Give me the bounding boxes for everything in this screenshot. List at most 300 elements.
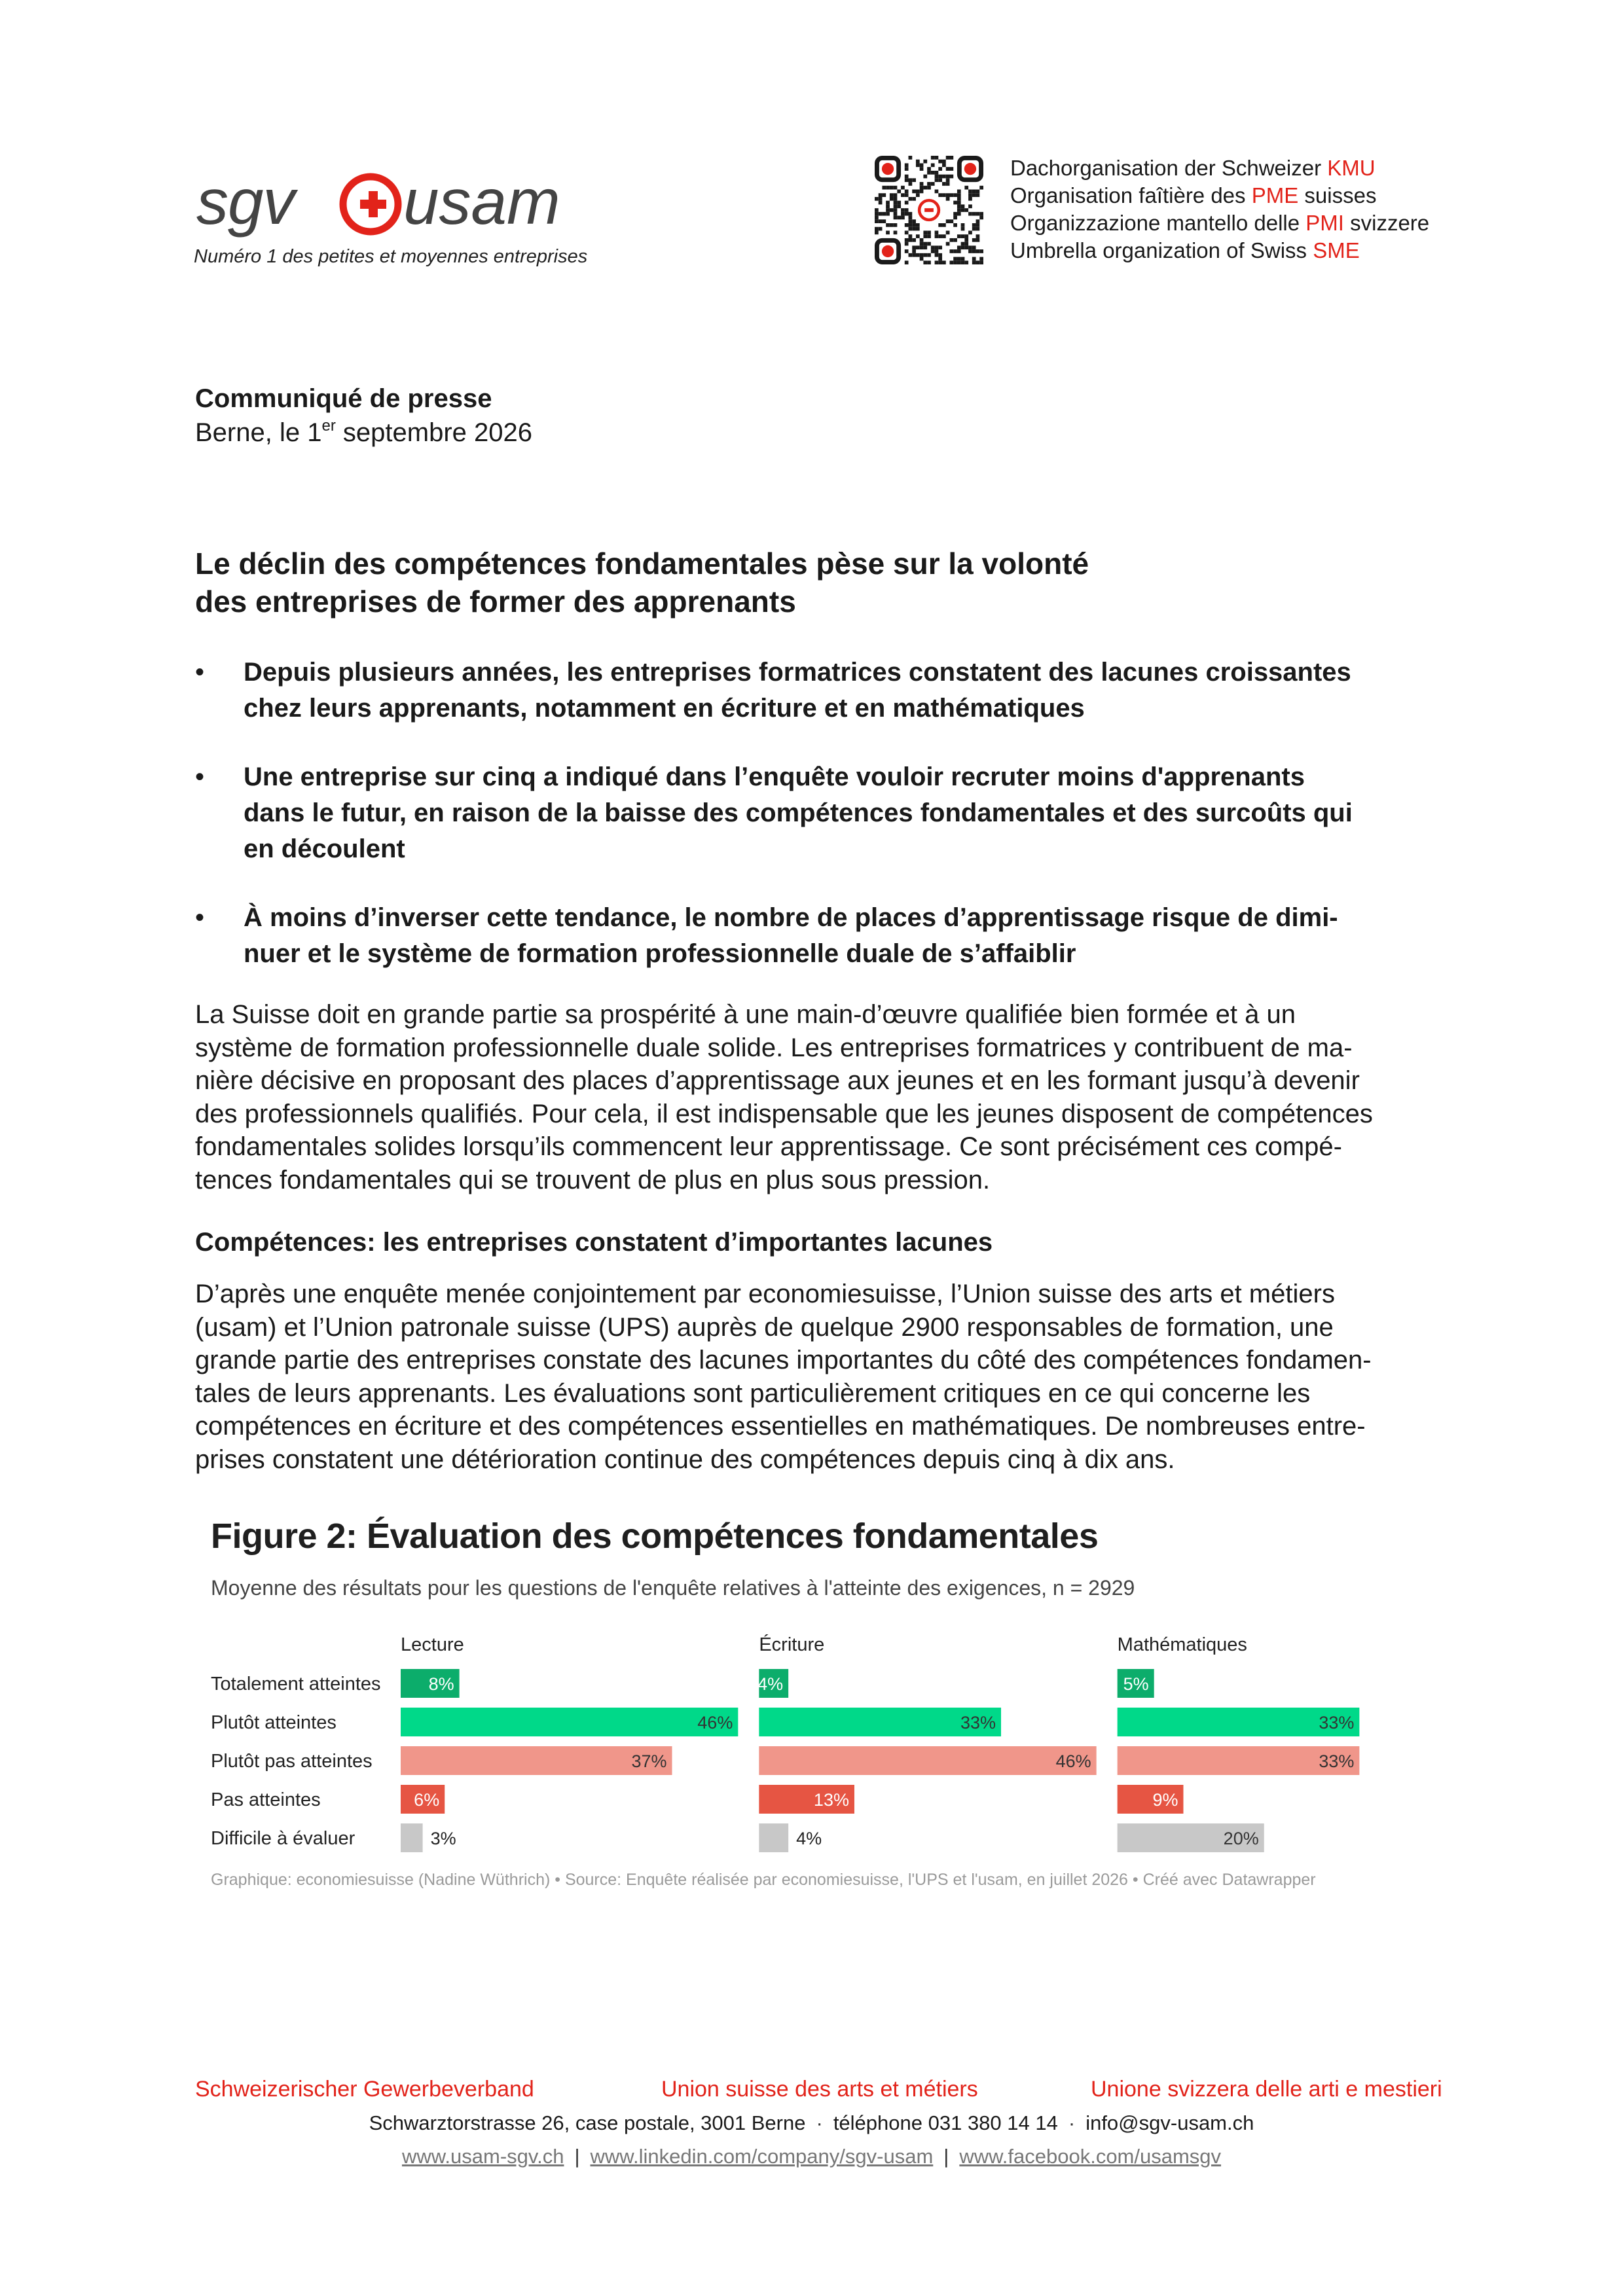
qr-module <box>916 193 920 197</box>
qr-module <box>886 230 890 234</box>
qr-module <box>931 245 935 249</box>
logo-text-usam: usam <box>403 169 560 238</box>
tagline: Numéro 1 des petites et moyennes entreprises <box>194 246 588 267</box>
organization-names <box>1010 154 1429 264</box>
qr-module <box>897 216 901 220</box>
qr-module <box>953 249 957 253</box>
qr-module <box>909 238 913 242</box>
qr-module <box>920 190 924 194</box>
qr-module <box>968 193 972 197</box>
footer-name-it: Unione svizzera delle arti e mestieri <box>1091 2077 1442 2102</box>
qr-module <box>894 216 898 220</box>
qr-module <box>912 223 916 227</box>
qr-module <box>961 208 965 212</box>
qr-module <box>923 230 927 234</box>
chart-subtitle: Moyenne des résultats pour les questions de l'enquête relatives à l'atteinte des exigences, n = 2929 <box>211 1576 1135 1600</box>
qr-module <box>957 234 961 238</box>
qr-module <box>935 178 939 182</box>
qr-module <box>949 193 953 197</box>
qr-module <box>972 227 976 231</box>
qr-module <box>909 182 913 186</box>
qr-module <box>916 190 920 194</box>
qr-module <box>935 156 939 160</box>
bullet-icon: • <box>195 658 205 687</box>
qr-module <box>979 186 983 190</box>
qr-module <box>935 249 939 253</box>
qr-module <box>946 156 950 160</box>
qr-module <box>938 167 942 171</box>
qr-module <box>920 167 924 171</box>
qr-module <box>979 257 983 261</box>
qr-module <box>923 175 927 179</box>
qr-module <box>905 201 909 205</box>
skills-chart <box>211 1617 1455 1852</box>
bar-value-label: 20% <box>1223 1829 1259 1848</box>
qr-module <box>905 230 909 234</box>
link-website[interactable]: www.usam-sgv.ch <box>401 2145 564 2168</box>
qr-module <box>927 167 931 171</box>
qr-module <box>875 230 879 234</box>
key-point: • Depuis plusieurs années, les entreprises formatrices constatent des lacunes croissantes chez leurs apprenants, notamment en écriture et en mathématiques <box>195 655 1439 726</box>
qr-module <box>957 193 961 197</box>
qr-module <box>953 260 957 264</box>
swiss-cross-logo-icon <box>343 177 398 232</box>
qr-module <box>938 257 942 261</box>
qr-module <box>961 227 965 231</box>
qr-module <box>909 178 913 182</box>
bullet-icon: • <box>195 903 205 932</box>
qr-module <box>968 212 972 216</box>
qr-module <box>875 208 879 212</box>
bar-value-label: 4% <box>796 1829 822 1848</box>
qr-module <box>968 197 972 201</box>
qr-module <box>979 216 983 220</box>
qr-module <box>905 167 909 171</box>
panel-title: Lecture <box>401 1634 464 1655</box>
qr-module <box>972 193 976 197</box>
qr-module <box>894 197 898 201</box>
qr-module <box>901 216 905 220</box>
qr-module <box>909 156 913 160</box>
qr-module <box>953 223 957 227</box>
qr-module <box>916 234 920 238</box>
qr-module <box>882 186 886 190</box>
qr-module <box>942 260 946 264</box>
qr-module <box>935 171 939 175</box>
qr-module <box>946 182 950 186</box>
qr-module <box>920 242 924 246</box>
bar-value-label: 33% <box>1319 1713 1355 1732</box>
bar-value-label: 33% <box>1319 1751 1355 1771</box>
qr-module <box>916 163 920 167</box>
qr-module <box>968 249 972 253</box>
qr-module <box>942 193 946 197</box>
qr-module <box>946 197 950 201</box>
qr-module <box>931 156 935 160</box>
qr-module <box>916 253 920 257</box>
qr-module <box>886 212 890 216</box>
qr-module <box>935 175 939 179</box>
qr-module <box>972 260 976 264</box>
qr-module <box>972 249 976 253</box>
qr-module <box>909 223 913 227</box>
intro-paragraph: La Suisse doit en grande partie sa prospérité à une main-d’œuvre qualifiée bien formée et à un système de formation professionnelle duale solide. Les entreprises formatrices y contribuent de ma- nière décisive en proposant des places d’apprentissage aux jeunes et en les formant jusqu’à devenir des professionnels qualifiés. Pour cela, il est indispensable que les jeunes disposent de compétences fondamentales solides lorsqu’ils commencent leur apprentissage. Ce sont précisément ces compé- tences fondamentales qui se trouvent de plus en plus sous pression. <box>195 1000 1373 1194</box>
chart-source-note: Graphique: economiesuisse (Nadine Wüthrich) • Source: Enquête réalisée par economiesuisse, l'UPS et l'usam, en juillet 2026 • Créé avec Datawrapper <box>211 1871 1316 1889</box>
qr-module <box>920 238 924 242</box>
logo-text-sgv: sgv <box>196 169 295 238</box>
qr-module <box>949 175 953 179</box>
qr-module <box>916 223 920 227</box>
qr-module <box>976 234 980 238</box>
bar <box>759 1746 1096 1775</box>
qr-module <box>938 253 942 257</box>
qr-module <box>882 212 886 216</box>
qr-module <box>938 234 942 238</box>
qr-module <box>949 219 953 223</box>
qr-module <box>909 216 913 220</box>
qr-module <box>875 212 879 216</box>
bar-value-label: 4% <box>757 1674 784 1694</box>
bar-value-label: 5% <box>1123 1674 1149 1694</box>
qr-module <box>976 190 980 194</box>
qr-module <box>894 186 898 190</box>
qr-module <box>976 193 980 197</box>
qr-module <box>923 260 927 264</box>
footer-phone: téléphone 031 380 14 14 <box>833 2111 1058 2134</box>
qr-module <box>972 190 976 194</box>
qr-module <box>912 178 916 182</box>
qr-module <box>927 230 931 234</box>
qr-module <box>972 245 976 249</box>
qr-module <box>938 160 942 164</box>
qr-module <box>916 227 920 231</box>
qr-module <box>964 238 968 242</box>
qr-module <box>949 249 953 253</box>
qr-module <box>905 193 909 197</box>
qr-module <box>879 227 883 231</box>
bar-value-label: 46% <box>697 1713 733 1732</box>
qr-module <box>946 230 950 234</box>
qr-module <box>961 245 965 249</box>
qr-module <box>912 253 916 257</box>
row-label: Totalement atteintes <box>211 1674 381 1695</box>
qr-module <box>916 245 920 249</box>
qr-module <box>938 178 942 182</box>
chart-title: Figure 2: Évaluation des compétences fondamentales <box>211 1516 1099 1556</box>
qr-module <box>890 193 894 197</box>
qr-code-icon[interactable] <box>875 156 983 264</box>
qr-module <box>912 238 916 242</box>
qr-module <box>920 186 924 190</box>
qr-module <box>976 238 980 242</box>
qr-module <box>961 204 965 208</box>
headline: Le déclin des compétences fondamentales pèse sur la volonté des entreprises de former des apprenants <box>195 547 1089 619</box>
qr-module <box>886 201 890 205</box>
panel-title: Mathématiques <box>1117 1634 1247 1655</box>
qr-module <box>927 186 931 190</box>
qr-module <box>957 257 961 261</box>
qr-module <box>976 249 980 253</box>
qr-module <box>953 238 957 242</box>
bar-value-label: 3% <box>430 1829 456 1848</box>
qr-module <box>920 182 924 186</box>
qr-module <box>957 260 961 264</box>
sgv-usam-logo <box>195 169 588 241</box>
qr-module <box>942 175 946 179</box>
qr-module <box>935 260 939 264</box>
qr-module <box>905 208 909 212</box>
link-facebook[interactable]: www.facebook.com/usamsgv <box>959 2145 1222 2168</box>
org-line-en: Umbrella organization of Swiss SME <box>1010 238 1360 262</box>
bar <box>401 1823 423 1852</box>
qr-module <box>949 167 953 171</box>
qr-module <box>875 219 879 223</box>
bar-value-label: 13% <box>813 1790 849 1810</box>
qr-module <box>953 216 957 220</box>
qr-module <box>968 230 972 234</box>
qr-module <box>972 257 976 261</box>
row-label: Difficile à évaluer <box>211 1828 356 1849</box>
qr-module <box>923 160 927 164</box>
qr-module <box>942 223 946 227</box>
qr-module <box>931 163 935 167</box>
qr-module <box>920 257 924 261</box>
qr-module <box>882 219 886 223</box>
qr-module <box>968 190 972 194</box>
qr-module <box>961 223 965 227</box>
qr-module <box>879 201 883 205</box>
qr-module <box>946 219 950 223</box>
qr-module <box>938 193 942 197</box>
qr-module <box>957 190 961 194</box>
org-line-fr: Organisation faîtière des PME suisses <box>1010 183 1377 207</box>
qr-module <box>942 160 946 164</box>
qr-module <box>953 212 957 216</box>
qr-module <box>905 223 909 227</box>
qr-module <box>968 245 972 249</box>
key-points-list <box>195 655 1439 1005</box>
bar-value-label: 37% <box>631 1751 667 1771</box>
qr-module <box>946 242 950 246</box>
qr-module <box>890 186 894 190</box>
qr-module <box>879 197 883 201</box>
qr-module <box>957 201 961 205</box>
org-line-de: Dachorganisation der Schweizer KMU <box>1010 156 1376 180</box>
qr-module <box>931 182 935 186</box>
qr-module <box>897 190 901 194</box>
qr-module <box>957 208 961 212</box>
qr-module <box>935 245 939 249</box>
qr-module <box>961 234 965 238</box>
qr-module <box>957 212 961 216</box>
qr-module <box>909 227 913 231</box>
qr-module <box>909 212 913 216</box>
qr-module <box>923 234 927 238</box>
qr-module <box>909 197 913 201</box>
qr-module <box>912 197 916 201</box>
qr-module <box>957 204 961 208</box>
row-label: Plutôt atteintes <box>211 1712 337 1733</box>
qr-module <box>972 238 976 242</box>
qr-module <box>875 227 879 231</box>
qr-module <box>935 234 939 238</box>
qr-module <box>897 201 901 205</box>
qr-module <box>938 223 942 227</box>
section-heading: Compétences: les entreprises constatent d’importantes lacunes <box>195 1228 993 1257</box>
qr-module <box>909 219 913 223</box>
qr-module <box>931 249 935 253</box>
row-label: Plutôt pas atteintes <box>211 1751 373 1772</box>
qr-module <box>972 223 976 227</box>
bullet-icon: • <box>195 762 205 791</box>
qr-module <box>964 186 968 190</box>
qr-module <box>901 212 905 216</box>
link-linkedin[interactable]: www.linkedin.com/company/sgv-usam <box>590 2145 934 2168</box>
qr-module <box>931 171 935 175</box>
qr-module <box>961 257 965 261</box>
qr-module <box>938 245 942 249</box>
qr-module <box>972 212 976 216</box>
qr-module <box>976 260 980 264</box>
qr-module <box>912 219 916 223</box>
qr-module <box>953 201 957 205</box>
qr-module <box>935 230 939 234</box>
qr-module <box>927 253 931 257</box>
qr-module <box>942 182 946 186</box>
qr-module <box>927 260 931 264</box>
qr-module <box>938 260 942 264</box>
qr-module <box>946 167 950 171</box>
qr-module <box>894 208 898 212</box>
qr-module <box>964 208 968 212</box>
footer-name-fr: Union suisse des arts et métiers <box>661 2077 978 2102</box>
qr-module <box>927 182 931 186</box>
qr-module <box>886 223 890 227</box>
qr-module <box>886 208 890 212</box>
qr-module <box>905 249 909 253</box>
press-date: Berne, le 1er septembre 2026 <box>195 417 533 447</box>
bar-value-label: 6% <box>414 1790 440 1810</box>
qr-module <box>905 238 909 242</box>
qr-module <box>894 212 898 216</box>
qr-module <box>923 253 927 257</box>
qr-module <box>979 249 983 253</box>
qr-module <box>920 163 924 167</box>
org-line-it: Organizzazione mantello delle PMI svizzere <box>1010 211 1430 235</box>
qr-module <box>909 234 913 238</box>
qr-module <box>901 186 905 190</box>
qr-module <box>901 193 905 197</box>
qr-module <box>942 234 946 238</box>
survey-paragraph: D’après une enquête menée conjointement par economiesuisse, l’Union suisse des arts et métiers (usam) et l’Union patronale suisse (UPS) auprès de quelque 2900 responsables de formation, une grande partie des entreprises constate des lacunes importantes du côté des compétences fondamen- tales de leurs apprenants. Les évaluations sont particulièrement critiques en ce qui concerne les compétences en écriture et des compétences essentielles en mathématiques. De nombreuses entre- prises constatent une détérioration continue des compétences depuis cinq à dix ans. <box>195 1280 1372 1474</box>
qr-module <box>894 201 898 205</box>
qr-module <box>905 242 909 246</box>
qr-module <box>882 193 886 197</box>
key-point: • À moins d’inverser cette tendance, le nombre de places d’apprentissage risque de dimi- nuer et le système de formation professionnelle duale de s’affaiblir <box>195 900 1439 972</box>
qr-module <box>964 242 968 246</box>
qr-module <box>961 260 965 264</box>
qr-module <box>879 219 883 223</box>
qr-module <box>953 193 957 197</box>
qr-module <box>905 175 909 179</box>
qr-module <box>935 253 939 257</box>
footer-contact: Schwarztorstrasse 26, case postale, 3001 Berne · téléphone 031 380 14 14 · info@sgv-usam.ch <box>369 2111 1254 2134</box>
footer-email[interactable]: info@sgv-usam.ch <box>1085 2111 1254 2134</box>
qr-module <box>905 212 909 216</box>
bar-value-label: 46% <box>1055 1751 1091 1771</box>
qr-module <box>912 227 916 231</box>
qr-module <box>946 175 950 179</box>
qr-module <box>957 245 961 249</box>
row-label: Pas atteintes <box>211 1789 321 1810</box>
qr-module <box>894 193 898 197</box>
qr-module <box>946 178 950 182</box>
footer-address: Schwarztorstrasse 26, case postale, 3001 Berne <box>369 2111 806 2134</box>
qr-module <box>875 197 879 201</box>
press-label: Communiqué de presse <box>195 384 492 413</box>
qr-module <box>905 178 909 182</box>
qr-module <box>942 163 946 167</box>
qr-module <box>979 212 983 216</box>
qr-module <box>890 208 894 212</box>
qr-module <box>912 245 916 249</box>
bar <box>759 1823 788 1852</box>
qr-module <box>886 186 890 190</box>
qr-module <box>976 223 980 227</box>
qr-module <box>964 245 968 249</box>
qr-module <box>964 234 968 238</box>
qr-module <box>905 260 909 264</box>
qr-module <box>927 171 931 175</box>
qr-module <box>961 242 965 246</box>
qr-module <box>894 223 898 227</box>
qr-module <box>957 197 961 201</box>
qr-module <box>890 197 894 201</box>
qr-module <box>905 190 909 194</box>
qr-module <box>953 257 957 261</box>
qr-module <box>927 234 931 238</box>
qr-module <box>949 238 953 242</box>
qr-module <box>912 249 916 253</box>
qr-module <box>968 204 972 208</box>
qr-module <box>905 163 909 167</box>
qr-module <box>935 190 939 194</box>
qr-module <box>949 260 953 264</box>
qr-module <box>894 230 898 234</box>
qr-module <box>912 190 916 194</box>
qr-module <box>909 253 913 257</box>
bar <box>401 1708 738 1736</box>
qr-module <box>927 242 931 246</box>
qr-module <box>964 260 968 264</box>
qr-module <box>879 193 883 197</box>
qr-module <box>938 175 942 179</box>
bar-value-label: 33% <box>960 1713 996 1732</box>
qr-module <box>976 212 980 216</box>
qr-module <box>923 245 927 249</box>
qr-module <box>979 260 983 264</box>
qr-module <box>923 242 927 246</box>
bar-value-label: 9% <box>1152 1790 1178 1810</box>
footer-name-de: Schweizerischer Gewerbeverband <box>195 2077 534 2102</box>
qr-module <box>957 249 961 253</box>
qr-module <box>890 223 894 227</box>
qr-module <box>920 253 924 257</box>
press-info <box>195 382 532 450</box>
qr-module <box>923 186 927 190</box>
qr-module <box>976 227 980 231</box>
qr-module <box>901 208 905 212</box>
